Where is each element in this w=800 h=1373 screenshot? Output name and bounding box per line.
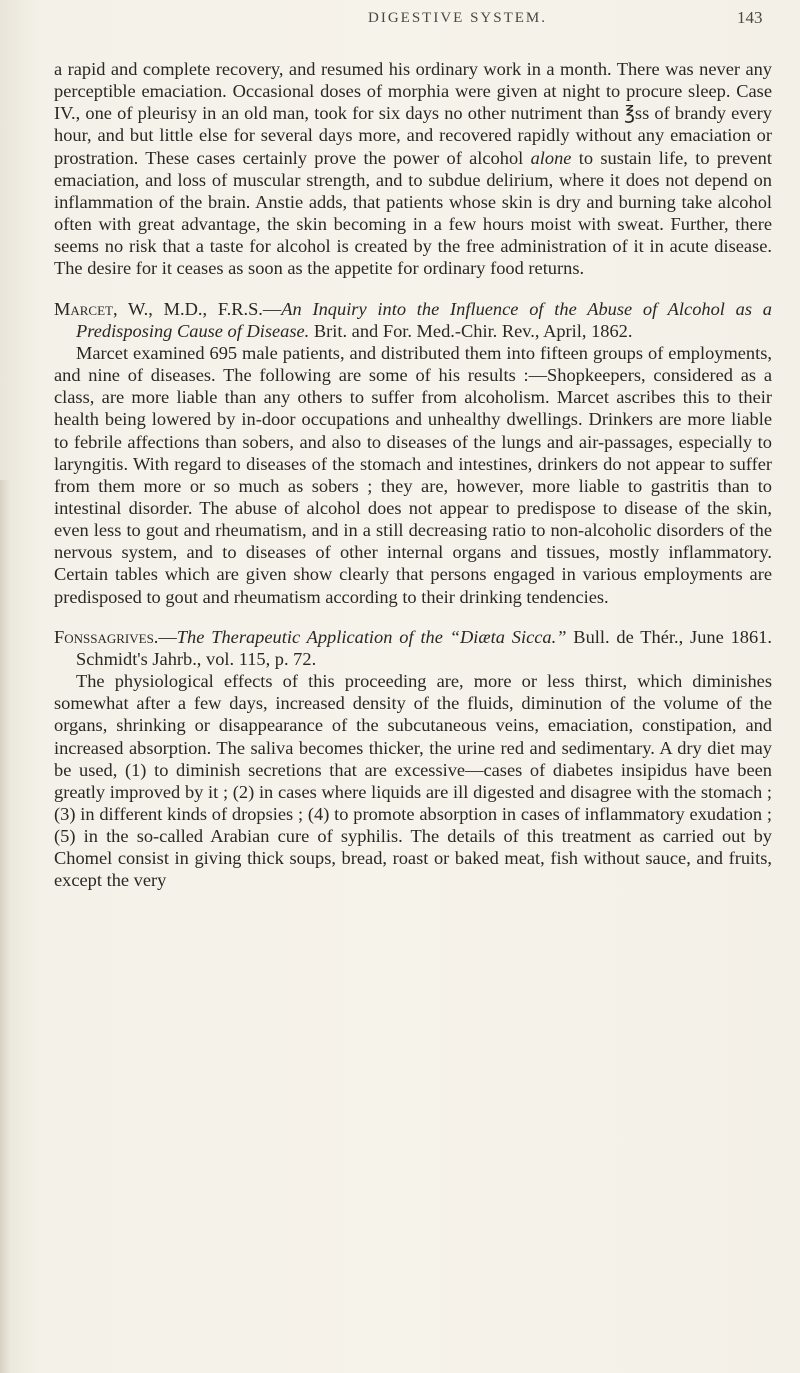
- citation: [54, 626, 772, 670]
- running-head: DIGESTIVE SYSTEM.: [368, 10, 547, 26]
- page-body: [54, 58, 772, 892]
- continuation-text: a rapid and complete recovery, and resumed his ordinary work in a month. There was never any perceptible emaciation. Occasional doses of morphia were given at night to procure sleep. Case IV., one of pleurisy in an old man, took for six days no other nutriment than ℥ss of brandy every hour, and but little else for several days more, and recovered rapidly without any emaciation or prostration. These cases certainly prove the power of alcohol: [54, 59, 772, 168]
- continuation-text-after: to sustain life, to prevent emaciation, and loss of muscular strength, and to subdue delirium, where it does not depend on inflammation of the brain. Anstie adds, that patients whose skin is dry and burning take alcohol often with great advantage, the skin becoming in a few hours moist with sweat. Further, there seems no risk that a taste for alcohol is created by the free administration of it in acute disease. The desire for it ceases as soon as the appetite for ordinary food returns.: [54, 147, 772, 279]
- entry-marcet: [54, 298, 772, 608]
- citation-source: Bull. de Thér., June 1861. Schmidt's Jahrb., vol. 115, p. 72.: [76, 626, 772, 669]
- entry-fonssagrives: [54, 626, 772, 892]
- entry-body: Marcet examined 695 male patients, and distributed them into fifteen groups of employments, and nine of diseases. The following are some of his results :—Shopkeepers, considered as a class, are more liable than any others to suffer from alcoholism. Marcet ascribes this to their health being lowered by in-door occupations and unhealthy dwellings. Drinkers are more liable to febrile affections than sobers, and also to diseases of the lungs and air-passages, especially to laryngitis. With regard to diseases of the stomach and intestines, drinkers do not appear to suffer from them more or so much as sobers ; they are, however, more liable to gastritis than to intestinal disorder. The abuse of alcohol does not appear to predispose to disease of the skin, even less to gout and rheumatism, and in a still decreasing ratio to non-alcoholic disorders of the nervous system, and to diseases of other internal organs and tissues, mostly inflammatory. Certain tables which are given show clearly that persons engaged in various employments are predisposed to gout and rheumatism according to their drinking tendencies.: [54, 342, 772, 607]
- citation-title: An Inquiry into the Influence of the Abuse of Alcohol as a Predisposing Cause of Disease.: [76, 298, 772, 341]
- citation-dash: —: [158, 626, 177, 647]
- citation-source: Brit. and For. Med.-Chir. Rev., April, 1862.: [309, 320, 633, 341]
- page-number: 143: [737, 8, 763, 27]
- citation-author: Marcet, W., M.D., F.R.S.: [54, 298, 263, 319]
- citation: [54, 298, 772, 342]
- citation-title: The Therapeutic Application of the “Diæta Sicca.”: [176, 626, 567, 647]
- citation-dash: —: [262, 298, 282, 319]
- entry-body: The physiological effects of this proceeding are, more or less thirst, which diminishes somewhat after a few days, increased density of the fluids, diminution of the volume of the organs, shrinking or disappearance of the subcutaneous veins, emaciation, constipation, and increased absorption. The saliva becomes thicker, the urine red and sedimentary. A dry diet may be used, (1) to diminish secretions that are excessive—cases of diabetes insipidus have been greatly improved by it ; (2) in cases where liquids are ill digested and disagree with the stomach ; (3) in different kinds of dropsies ; (4) to promote absorption in cases of inflammatory exudation ; (5) in the so-called Arabian cure of syphilis. The details of this treatment as carried out by Chomel consist in giving thick soups, bread, roast or baked meat, fish without sauce, and fruits, except the very: [54, 671, 772, 891]
- citation-author: Fonssagrives.: [54, 626, 159, 647]
- page-binding-shadow: [0, 480, 10, 1373]
- page-header: [0, 6, 800, 32]
- continuation-paragraph: [54, 58, 772, 280]
- emphasis-alone: alone: [530, 147, 572, 168]
